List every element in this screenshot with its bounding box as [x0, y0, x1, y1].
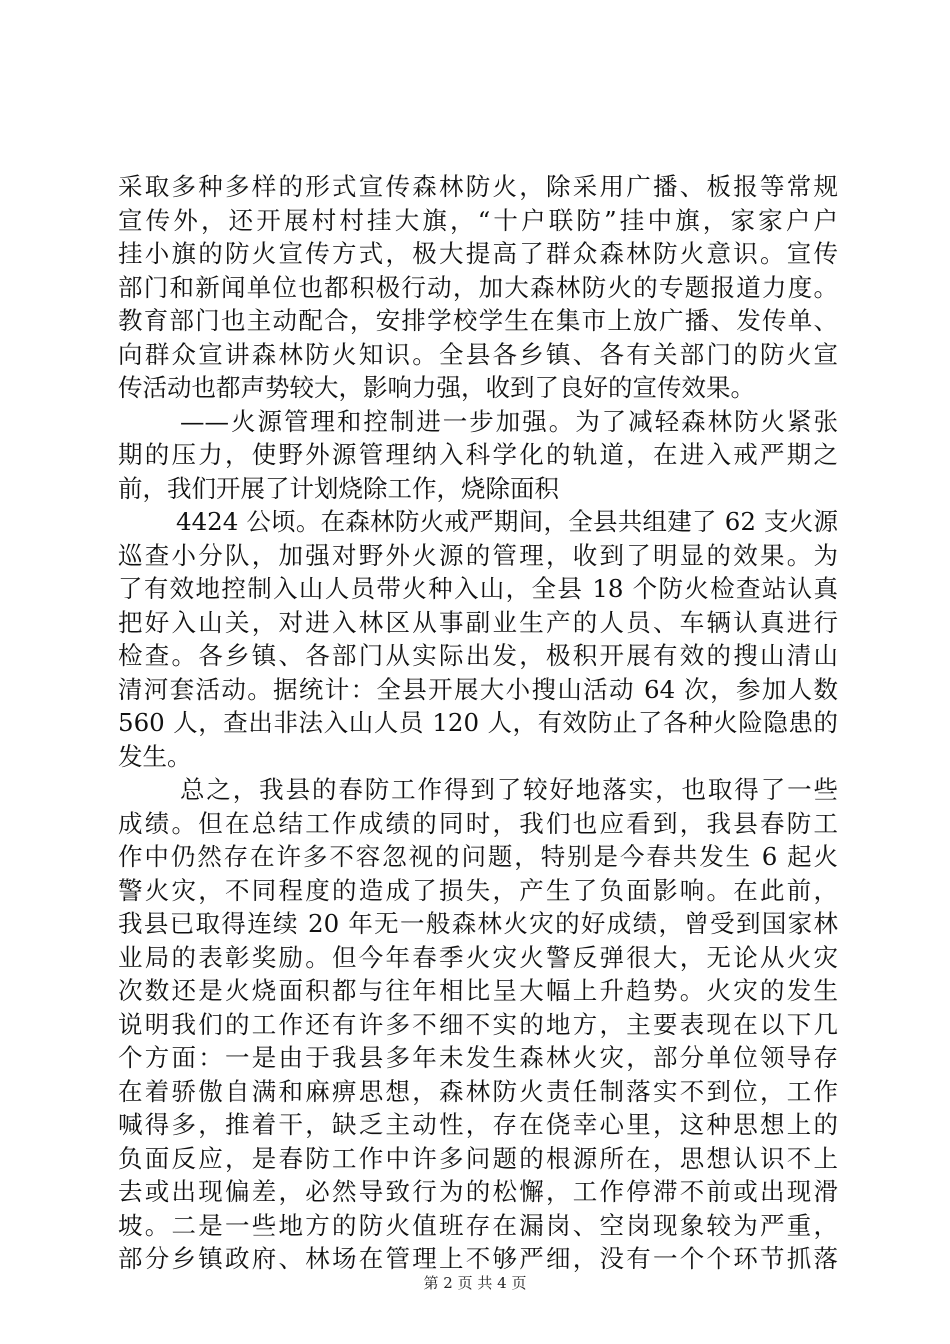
text-line: 成绩。但在总结工作成绩的同时，我们也应看到，我县春防工: [118, 808, 838, 838]
document-body: [118, 170, 838, 1276]
text-line: 次数还是火烧面积都与往年相比呈大幅上升趋势。火灾的发生: [118, 976, 838, 1005]
text-line: 坡。二是一些地方的防火值班存在漏岗、空岗现象较为严重，: [118, 1210, 838, 1240]
text-line: 采取多种多样的形式宣传森林防火，除采用广播、板报等常规: [118, 172, 838, 201]
text-line: 发生。: [118, 741, 192, 771]
text-line: 教育部门也主动配合，安排学校学生在集市上放广播、发传单、: [118, 306, 838, 335]
text-line: 巡查小分队，加强对野外火源的管理，收到了明显的效果。为: [118, 540, 838, 570]
text-line: 作中仍然存在许多不容忽视的问题，特别是今春共发生 6 起火: [118, 842, 838, 871]
text-line: 宣传外，还开展村村挂大旗，“十户联防”挂中旗，家家户户: [118, 205, 838, 235]
text-line: 了有效地控制入山人员带火种入山，全县 18 个防火检查站认真: [118, 574, 838, 603]
paragraph-start-line: 总之，我县的春防工作得到了较好地落实，也取得了一些: [180, 775, 838, 804]
text-line: 把好入山关，对进入林区从事副业生产的人员、车辆认真进行: [118, 607, 838, 637]
text-line: 清河套活动。据统计：全县开展大小搜山活动 64 次，参加人数: [118, 674, 838, 704]
text-line: 检查。各乡镇、各部门从实际出发，极积开展有效的搜山清山: [118, 641, 838, 670]
text-line: 传活动也都声势较大，影响力强，收到了良好的宣传效果。: [118, 373, 755, 402]
text-line: 部分乡镇政府、林场在管理上不够严细，没有一个个环节抓落: [118, 1244, 838, 1273]
text-line: 喊得多，推着干，缺乏主动性，存在侥幸心里，这种思想上的: [118, 1110, 838, 1139]
text-line: 个方面：一是由于我县多年未发生森林火灾，部分单位领导存: [118, 1043, 838, 1072]
text-line: 去或出现偏差，必然导致行为的松懈，工作停滞不前或出现滑: [118, 1177, 838, 1206]
text-line: 在着骄傲自满和麻痹思想，森林防火责任制落实不到位，工作: [118, 1076, 838, 1106]
text-line: 期的压力，使野外源管理纳入科学化的轨道，在进入戒严期之: [118, 440, 838, 469]
text-line: 警火灾，不同程度的造成了损失，产生了负面影响。在此前，: [118, 875, 838, 905]
text-line: 4424 公顷。在森林防火戒严期间，全县共组建了 62 支火源: [176, 507, 838, 536]
text-line: 我县已取得连续 20 年无一般森林火灾的好成绩，曾受到国家林: [118, 909, 838, 938]
text-line: 560 人，查出非法入山人员 120 人，有效防止了各种火险隐患的: [118, 708, 838, 737]
text-line: 说明我们的工作还有许多不细不实的地方，主要表现在以下几: [118, 1009, 838, 1039]
page-number-footer: 第 2 页 共 4 页: [423, 1274, 527, 1292]
text-line: 负面反应，是春防工作中许多问题的根源所在，思想认识不上: [118, 1143, 838, 1173]
text-line: 部门和新闻单位也都积极行动，加大森林防火的专题报道力度。: [118, 272, 838, 302]
text-line: 业局的表彰奖励。但今年春季火灾火警反弹很大，无论从火灾: [118, 942, 838, 972]
text-line: 前，我们开展了计划烧除工作，烧除面积: [118, 473, 559, 503]
paragraph-start-line: ——火源管理和控制进一步加强。为了减轻森林防火紧张: [180, 406, 838, 436]
text-line: 挂小旗的防火宣传方式，极大提高了群众森林防火意识。宣传: [118, 239, 838, 268]
text-line: 向群众宣讲森林防火知识。全县各乡镇、各有关部门的防火宣: [118, 339, 838, 369]
